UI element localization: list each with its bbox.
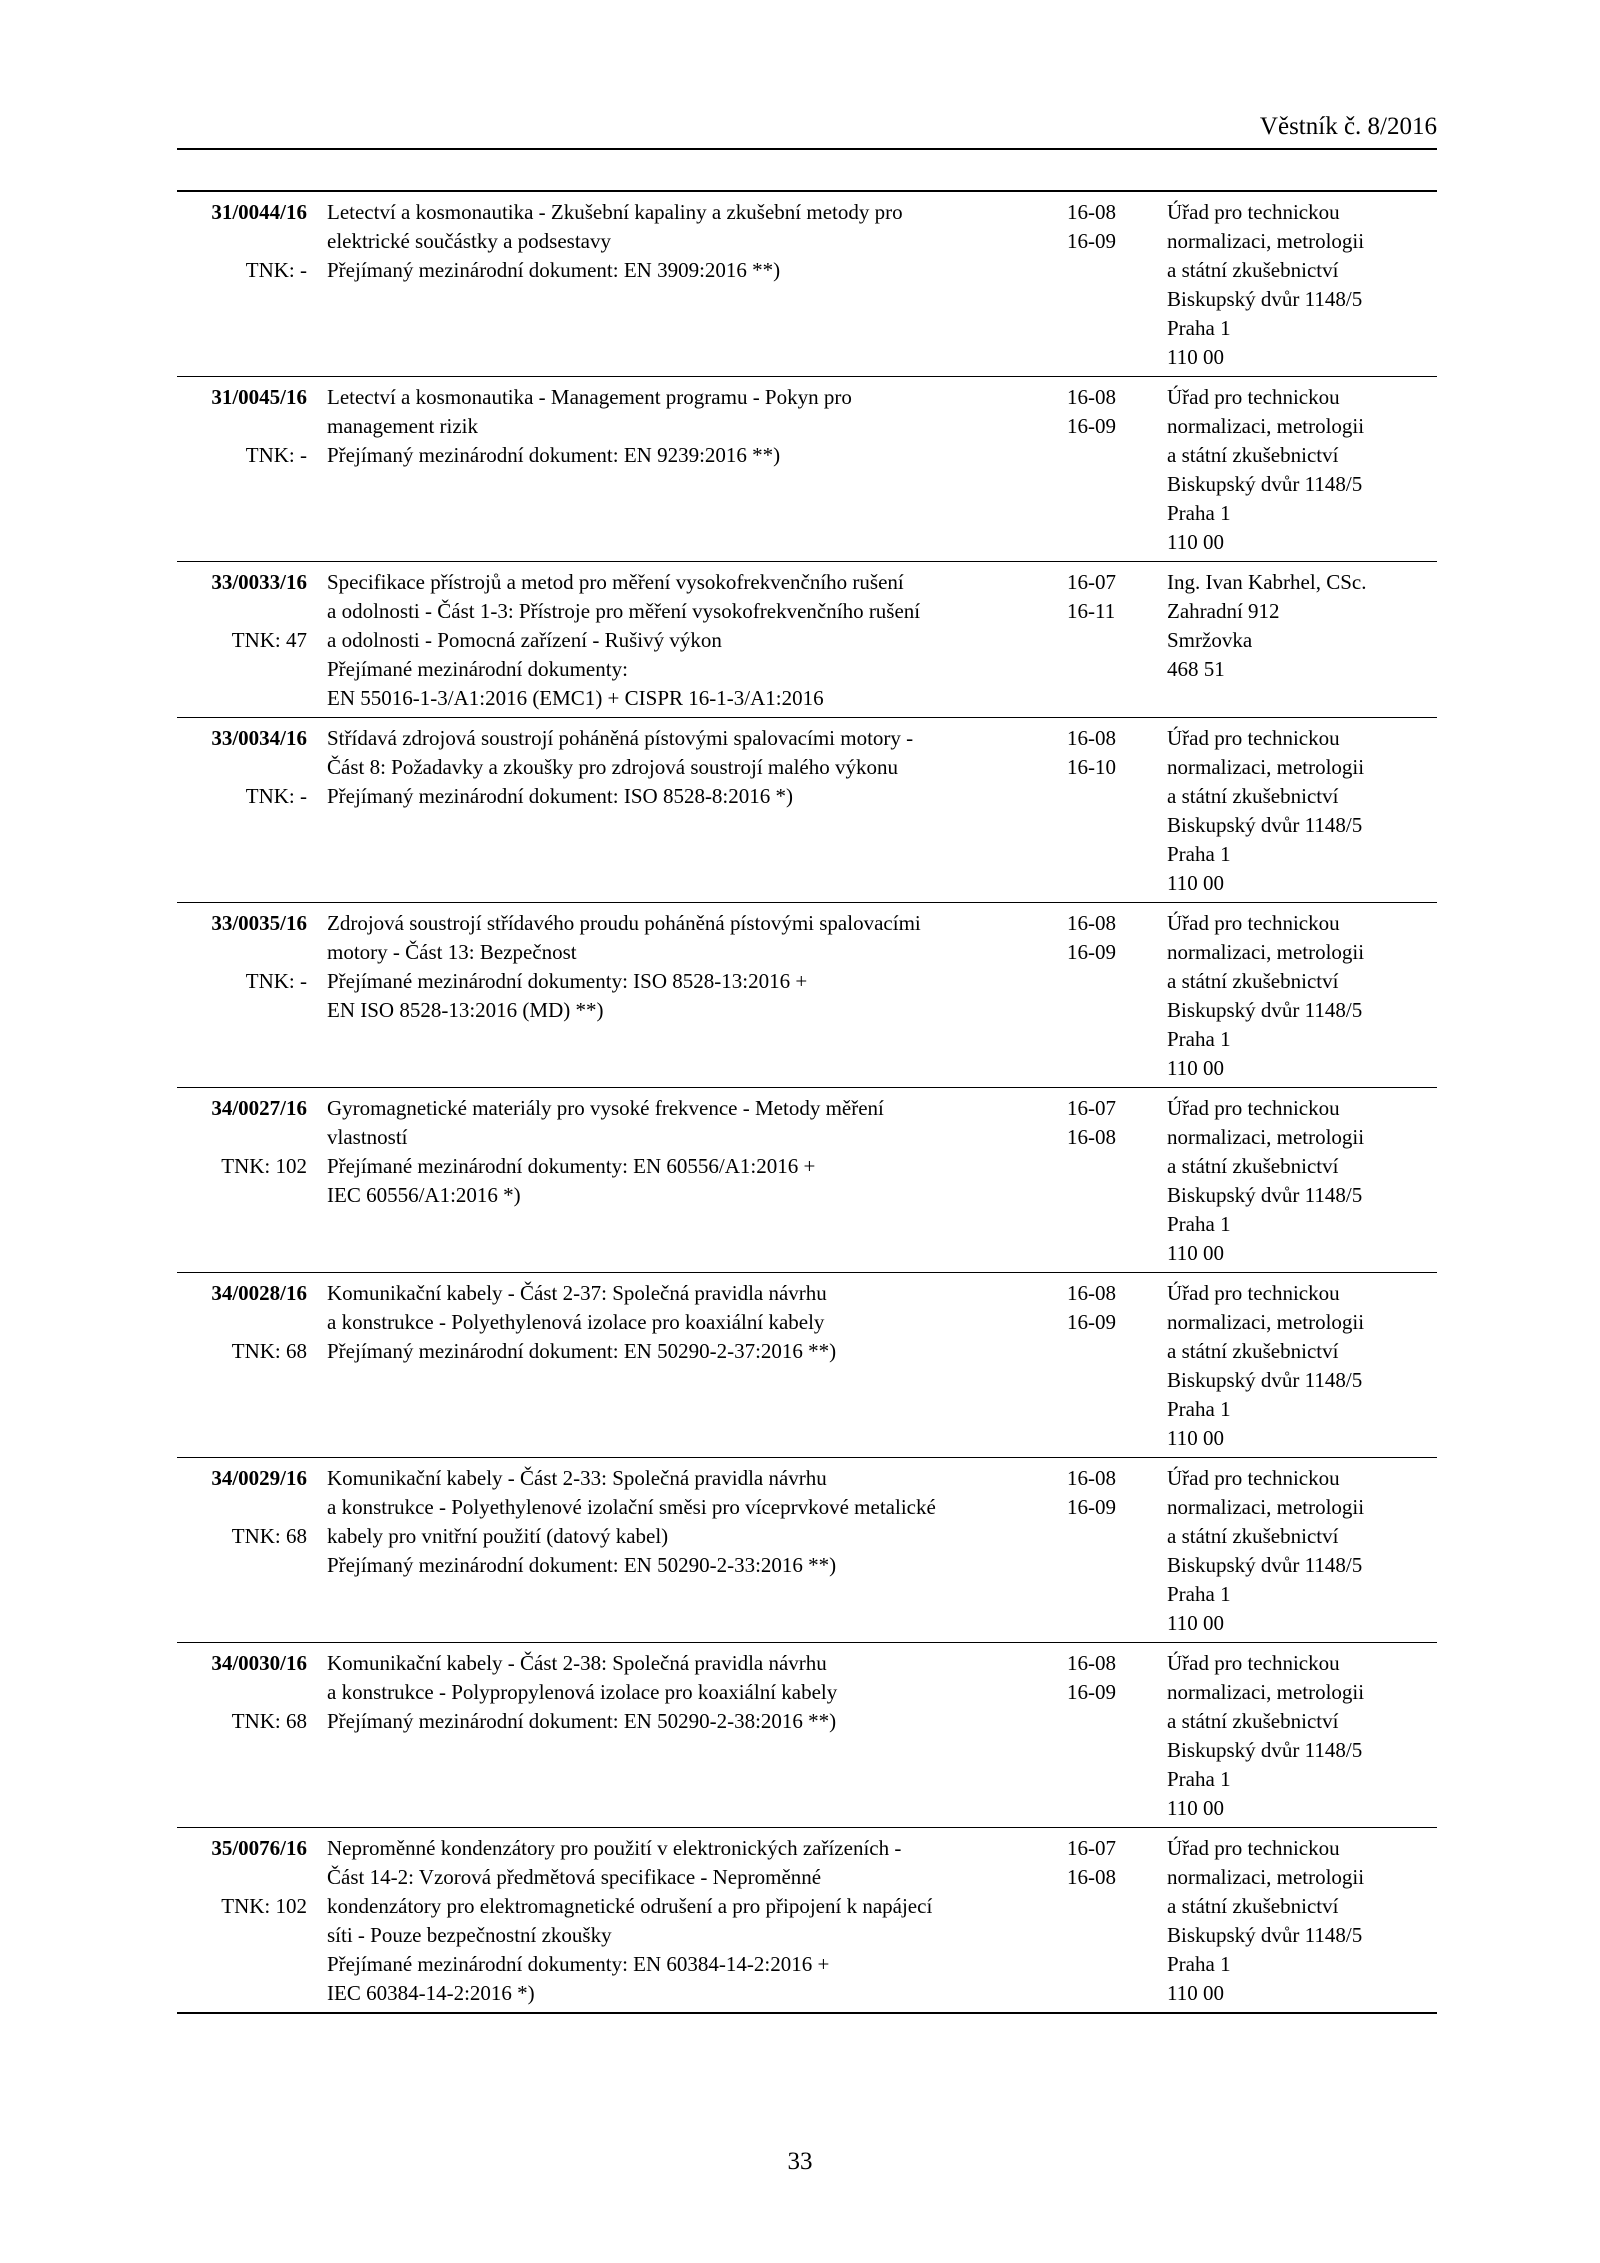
table-row — [177, 1643, 1437, 1828]
record-dates — [1047, 903, 1147, 1088]
record-id-cell — [177, 718, 317, 903]
table-row — [177, 562, 1437, 718]
record-organization — [1147, 1643, 1437, 1828]
record-organization-line: 110 00 — [1167, 1056, 1224, 1080]
record-title-line: Část 8: Požadavky a zkoušky pro zdrojová soustrojí malého výkonu — [327, 755, 898, 779]
record-tnk: TNK: 102 — [221, 1894, 307, 1918]
record-id-cell — [177, 1828, 317, 2014]
record-organization-line: Smržovka — [1167, 628, 1253, 652]
record-organization — [1147, 1828, 1437, 2014]
record-organization-line: Praha 1 — [1167, 1952, 1231, 1976]
record-title — [317, 1643, 1047, 1828]
record-title-line: EN ISO 8528-13:2016 (MD) **) — [327, 998, 604, 1022]
record-title-line: Střídavá zdrojová soustrojí poháněná pístovými spalovacími motory - — [327, 726, 914, 750]
record-organization-line: Praha 1 — [1167, 1582, 1231, 1606]
record-title-line: Přejímané mezinárodní dokumenty: EN 60556/A1:2016 + — [327, 1154, 816, 1178]
record-dates — [1047, 1273, 1147, 1458]
record-organization-line: normalizaci, metrologii — [1167, 1865, 1365, 1889]
record-title-line: Specifikace přístrojů a metod pro měření vysokofrekvenčního rušení — [327, 570, 904, 594]
record-id: 33/0035/16 — [211, 911, 307, 935]
record-title — [317, 1828, 1047, 2014]
record-title-line: Komunikační kabely - Část 2-33: Společná pravidla návrhu — [327, 1466, 827, 1490]
record-organization — [1147, 1458, 1437, 1643]
record-organization-line: 110 00 — [1167, 1241, 1224, 1265]
record-organization-line: 110 00 — [1167, 1981, 1224, 2005]
record-organization-line: Biskupský dvůr 1148/5 — [1167, 1553, 1363, 1577]
record-id-cell — [177, 191, 317, 377]
bulletin-title: Věstník č. 8/2016 — [1259, 113, 1437, 140]
record-date: 16-08 — [1067, 1651, 1116, 1675]
record-title-line: elektrické součástky a podsestavy — [327, 229, 611, 253]
record-tnk: TNK: - — [245, 784, 307, 808]
record-title-line: Přejímaný mezinárodní dokument: EN 50290-2-38:2016 **) — [327, 1709, 837, 1733]
record-organization-line: normalizaci, metrologii — [1167, 414, 1365, 438]
record-date: 16-08 — [1067, 200, 1116, 224]
record-title-line: vlastností — [327, 1125, 408, 1149]
record-title-line: Komunikační kabely - Část 2-37: Společná pravidla návrhu — [327, 1281, 827, 1305]
record-organization-line: 110 00 — [1167, 1426, 1224, 1450]
record-title-line: Část 14-2: Vzorová předmětová specifikace - Neproměnné — [327, 1865, 822, 1889]
record-organization-line: a státní zkušebnictví — [1167, 1154, 1339, 1178]
record-tnk: TNK: - — [245, 258, 307, 282]
record-organization-line: Praha 1 — [1167, 1397, 1231, 1421]
record-title-line: síti - Pouze bezpečnostní zkoušky — [327, 1923, 612, 1947]
record-id: 33/0033/16 — [211, 570, 307, 594]
record-title — [317, 1088, 1047, 1273]
record-organization-line: a státní zkušebnictví — [1167, 1709, 1339, 1733]
record-title — [317, 562, 1047, 718]
record-organization-line: a státní zkušebnictví — [1167, 969, 1339, 993]
record-organization-line: normalizaci, metrologii — [1167, 1680, 1365, 1704]
record-organization-line: a státní zkušebnictví — [1167, 1894, 1339, 1918]
record-date: 16-10 — [1067, 755, 1116, 779]
record-organization-line: 110 00 — [1167, 1796, 1224, 1820]
record-title-line: a odolnosti - Pomocná zařízení - Rušivý výkon — [327, 628, 722, 652]
record-title-line: Přejímaný mezinárodní dokument: ISO 8528-8:2016 *) — [327, 784, 794, 808]
record-organization-line: Úřad pro technickou — [1167, 726, 1340, 750]
record-tnk: TNK: 68 — [231, 1339, 307, 1363]
record-organization-line: Biskupský dvůr 1148/5 — [1167, 287, 1363, 311]
record-dates — [1047, 1458, 1147, 1643]
header-rule — [177, 148, 1437, 150]
record-organization-line: a státní zkušebnictví — [1167, 443, 1339, 467]
record-date: 16-07 — [1067, 570, 1116, 594]
record-id-cell — [177, 1088, 317, 1273]
record-organization-line: Biskupský dvůr 1148/5 — [1167, 998, 1363, 1022]
record-date: 16-09 — [1067, 940, 1116, 964]
record-title-line: a odolnosti - Část 1-3: Přístroje pro měření vysokofrekvenčního rušení — [327, 599, 921, 623]
record-organization-line: Biskupský dvůr 1148/5 — [1167, 813, 1363, 837]
records-body — [177, 191, 1437, 2013]
record-id-cell — [177, 903, 317, 1088]
record-organization-line: a státní zkušebnictví — [1167, 258, 1339, 282]
record-organization-line: Ing. Ivan Kabrhel, CSc. — [1167, 570, 1367, 594]
record-organization-line: Praha 1 — [1167, 842, 1231, 866]
record-organization-line: Úřad pro technickou — [1167, 1096, 1340, 1120]
record-title-line: a konstrukce - Polyethylenová izolace pro koaxiální kabely — [327, 1310, 825, 1334]
record-title-line: a konstrukce - Polyethylenové izolační směsi pro víceprvkové metalické — [327, 1495, 936, 1519]
record-organization-line: Zahradní 912 — [1167, 599, 1280, 623]
record-organization-line: Praha 1 — [1167, 1212, 1231, 1236]
record-organization-line: Úřad pro technickou — [1167, 911, 1340, 935]
record-organization-line: Biskupský dvůr 1148/5 — [1167, 1738, 1363, 1762]
record-id-cell — [177, 1273, 317, 1458]
record-date: 16-07 — [1067, 1836, 1116, 1860]
record-organization-line: Biskupský dvůr 1148/5 — [1167, 1368, 1363, 1392]
record-dates — [1047, 191, 1147, 377]
record-organization-line: Biskupský dvůr 1148/5 — [1167, 472, 1363, 496]
record-title-line: a konstrukce - Polypropylenová izolace pro koaxiální kabely — [327, 1680, 838, 1704]
record-organization — [1147, 903, 1437, 1088]
record-organization-line: Biskupský dvůr 1148/5 — [1167, 1923, 1363, 1947]
record-dates — [1047, 562, 1147, 718]
record-title-line: Přejímané mezinárodní dokumenty: EN 60384-14-2:2016 + — [327, 1952, 830, 1976]
record-date: 16-08 — [1067, 911, 1116, 935]
record-date: 16-09 — [1067, 229, 1116, 253]
record-date: 16-11 — [1067, 599, 1116, 623]
record-organization-line: 468 51 — [1167, 657, 1225, 681]
table-row — [177, 1273, 1437, 1458]
record-title — [317, 377, 1047, 562]
records-table — [177, 190, 1437, 2014]
record-organization-line: normalizaci, metrologii — [1167, 1495, 1365, 1519]
record-date: 16-08 — [1067, 1125, 1116, 1149]
record-title-line: kabely pro vnitřní použití (datový kabel) — [327, 1524, 669, 1548]
record-id: 31/0044/16 — [211, 200, 307, 224]
record-id: 34/0030/16 — [211, 1651, 307, 1675]
record-title-line: Přejímaný mezinárodní dokument: EN 3909:2016 **) — [327, 258, 781, 282]
record-organization-line: Praha 1 — [1167, 501, 1231, 525]
record-id-cell — [177, 377, 317, 562]
record-title-line: IEC 60384-14-2:2016 *) — [327, 1981, 535, 2005]
record-title — [317, 191, 1047, 377]
record-organization-line: normalizaci, metrologii — [1167, 755, 1365, 779]
record-date: 16-09 — [1067, 414, 1116, 438]
table-row — [177, 1828, 1437, 2014]
record-tnk: TNK: - — [245, 443, 307, 467]
record-organization — [1147, 562, 1437, 718]
record-id-cell — [177, 1458, 317, 1643]
record-title-line: Přejímaný mezinárodní dokument: EN 9239:2016 **) — [327, 443, 781, 467]
record-organization — [1147, 1273, 1437, 1458]
record-title-line: IEC 60556/A1:2016 *) — [327, 1183, 521, 1207]
record-dates — [1047, 377, 1147, 562]
record-organization-line: Praha 1 — [1167, 1027, 1231, 1051]
record-title-line: Přejímaný mezinárodní dokument: EN 50290-2-37:2016 **) — [327, 1339, 837, 1363]
record-title-line: Letectví a kosmonautika - Management programu - Pokyn pro — [327, 385, 852, 409]
record-title-line: kondenzátory pro elektromagnetické odrušení a pro připojení k napájecí — [327, 1894, 933, 1918]
record-tnk: TNK: - — [245, 969, 307, 993]
table-row — [177, 903, 1437, 1088]
record-organization-line: 110 00 — [1167, 1611, 1224, 1635]
record-tnk: TNK: 68 — [231, 1709, 307, 1733]
record-organization-line: normalizaci, metrologii — [1167, 940, 1365, 964]
record-dates — [1047, 718, 1147, 903]
record-organization-line: a státní zkušebnictví — [1167, 784, 1339, 808]
record-title-line: Přejímané mezinárodní dokumenty: — [327, 657, 628, 681]
record-title-line: Přejímané mezinárodní dokumenty: ISO 8528-13:2016 + — [327, 969, 808, 993]
record-date: 16-09 — [1067, 1495, 1116, 1519]
record-title — [317, 718, 1047, 903]
record-date: 16-08 — [1067, 1865, 1116, 1889]
record-organization-line: normalizaci, metrologii — [1167, 1310, 1365, 1334]
table-row — [177, 377, 1437, 562]
table-row — [177, 1458, 1437, 1643]
record-date: 16-08 — [1067, 385, 1116, 409]
table-row — [177, 718, 1437, 903]
record-date: 16-08 — [1067, 1281, 1116, 1305]
record-organization-line: 110 00 — [1167, 530, 1224, 554]
record-title-line: Letectví a kosmonautika - Zkušební kapaliny a zkušební metody pro — [327, 200, 903, 224]
record-organization-line: Úřad pro technickou — [1167, 1281, 1340, 1305]
record-id-cell — [177, 1643, 317, 1828]
record-tnk: TNK: 68 — [231, 1524, 307, 1548]
record-date: 16-09 — [1067, 1310, 1116, 1334]
record-organization-line: a státní zkušebnictví — [1167, 1339, 1339, 1363]
record-dates — [1047, 1643, 1147, 1828]
record-organization-line: Praha 1 — [1167, 1767, 1231, 1791]
table-row — [177, 191, 1437, 377]
record-title-line: Gyromagnetické materiály pro vysoké frekvence - Metody měření — [327, 1096, 884, 1120]
record-organization-line: normalizaci, metrologii — [1167, 229, 1365, 253]
record-organization-line: a státní zkušebnictví — [1167, 1524, 1339, 1548]
record-id-cell — [177, 562, 317, 718]
record-tnk: TNK: 102 — [221, 1154, 307, 1178]
table-row — [177, 1088, 1437, 1273]
record-organization-line: 110 00 — [1167, 871, 1224, 895]
record-title — [317, 1458, 1047, 1643]
record-title-line: EN 55016-1-3/A1:2016 (EMC1) + CISPR 16-1-3/A1:2016 — [327, 686, 824, 710]
record-dates — [1047, 1088, 1147, 1273]
record-organization-line: Úřad pro technickou — [1167, 1466, 1340, 1490]
record-organization-line: Úřad pro technickou — [1167, 1651, 1340, 1675]
record-organization — [1147, 1088, 1437, 1273]
record-title-line: motory - Část 13: Bezpečnost — [327, 940, 577, 964]
record-title-line: Zdrojová soustrojí střídavého proudu poháněná pístovými spalovacími — [327, 911, 921, 935]
record-organization-line: Biskupský dvůr 1148/5 — [1167, 1183, 1363, 1207]
record-organization — [1147, 191, 1437, 377]
record-id: 34/0029/16 — [211, 1466, 307, 1490]
record-organization-line: normalizaci, metrologii — [1167, 1125, 1365, 1149]
record-id: 34/0028/16 — [211, 1281, 307, 1305]
record-date: 16-09 — [1067, 1680, 1116, 1704]
record-title — [317, 1273, 1047, 1458]
record-id: 35/0076/16 — [211, 1836, 307, 1860]
record-organization-line: Praha 1 — [1167, 316, 1231, 340]
record-title-line: Komunikační kabely - Část 2-38: Společná pravidla návrhu — [327, 1651, 827, 1675]
record-tnk: TNK: 47 — [231, 628, 307, 652]
record-date: 16-08 — [1067, 726, 1116, 750]
page-number: 33 — [787, 2148, 813, 2175]
record-dates — [1047, 1828, 1147, 2014]
record-organization-line: 110 00 — [1167, 345, 1224, 369]
record-organization — [1147, 718, 1437, 903]
record-date: 16-08 — [1067, 1466, 1116, 1490]
record-title — [317, 903, 1047, 1088]
record-organization-line: Úřad pro technickou — [1167, 200, 1340, 224]
record-organization-line: Úřad pro technickou — [1167, 385, 1340, 409]
record-id: 34/0027/16 — [211, 1096, 307, 1120]
record-title-line: Přejímaný mezinárodní dokument: EN 50290-2-33:2016 **) — [327, 1553, 837, 1577]
record-id: 31/0045/16 — [211, 385, 307, 409]
record-organization — [1147, 377, 1437, 562]
record-organization-line: Úřad pro technickou — [1167, 1836, 1340, 1860]
record-id: 33/0034/16 — [211, 726, 307, 750]
record-title-line: management rizik — [327, 414, 479, 438]
record-date: 16-07 — [1067, 1096, 1116, 1120]
record-title-line: Neproměnné kondenzátory pro použití v elektronických zařízeních - — [327, 1836, 902, 1860]
